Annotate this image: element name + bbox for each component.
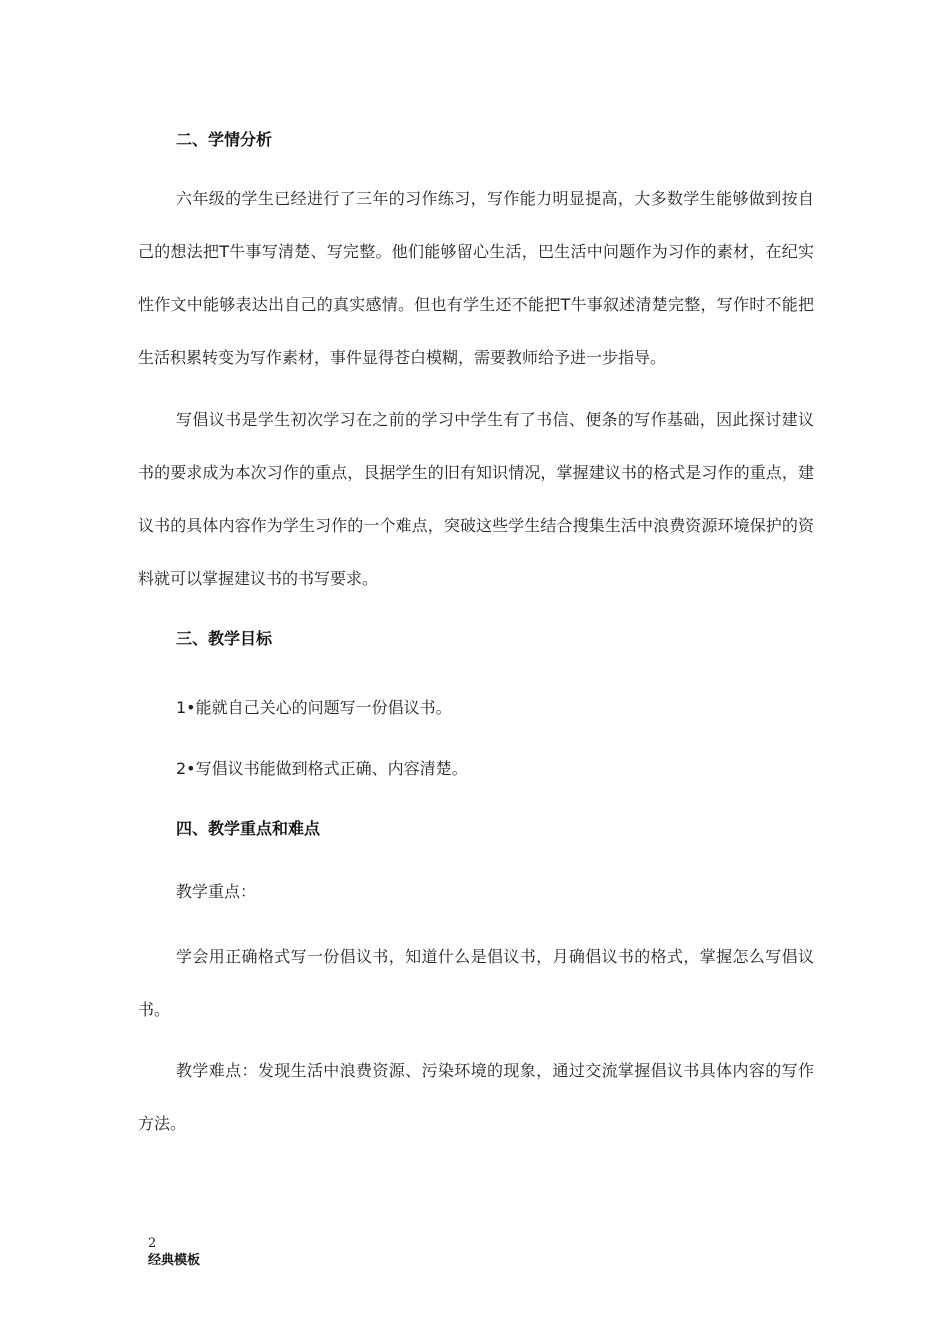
paragraph: 教学重点： — [176, 882, 257, 901]
page-number: 2 — [148, 1236, 157, 1251]
paragraph: 2•写倡议书能做到格式正确、内容清楚。 — [176, 759, 468, 778]
paragraph: 六年级的学生已经进行了三年的习作练习，写作能力明显提高，大多数学生能够做到按自己的想法把T牛事写清楚、写完整。他们能够留心生活，巴生活中问题作为习作的素材，在纪实性作文中能够表达出自己的真实感情。但也有学生还不能把T牛事叙述清楚完整，写作时不能把生活积累转变为写作素材，事件显得苍白模糊，需要教师给予进一步指导。 — [138, 189, 814, 367]
page-footer — [148, 1236, 200, 1270]
paragraph: 教学难点：发现生活中浪费资源、污染环境的现象，通过交流掌握倡议书具体内容的写作方法。 — [138, 1061, 814, 1133]
paragraph: 1•能就自己关心的问题写一份倡议书。 — [176, 698, 452, 717]
section-heading-teaching-objectives: 三、教学目标 — [176, 629, 273, 648]
section-heading-learning-analysis: 二、学情分析 — [176, 130, 273, 149]
footer-label: 经典模板 — [148, 1253, 201, 1268]
section-heading-key-points: 四、教学重点和难点 — [176, 819, 321, 838]
document-body — [138, 126, 814, 1150]
paragraph: 学会用正确格式写一份倡议书，知道什么是倡议书，月确倡议书的格式，掌握怎么写倡议书。 — [138, 947, 814, 1019]
paragraph: 写倡议书是学生初次学习在之前的学习中学生有了书信、便条的写作基础，因此探讨建议书的要求成为本次习作的重点，艮据学生的旧有知识情况，掌握建议书的格式是习作的重点，建议书的具体内容作为学生习作的一个难点，突破这些学生结合搜集生活中浪费资源环境保护的资料就可以掌握建议书的书写要求。 — [138, 410, 814, 588]
